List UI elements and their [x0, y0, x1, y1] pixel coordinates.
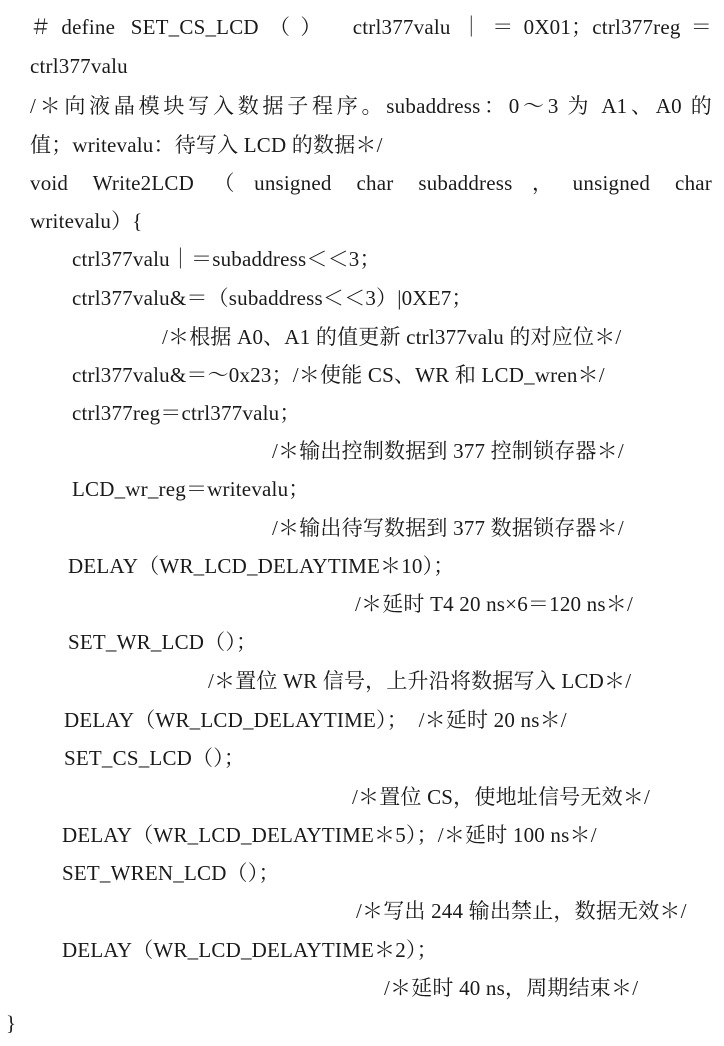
code-comment: /＊输出控制数据到 377 控制锁存器＊/	[272, 439, 624, 463]
code-line: ctrl377reg＝ctrl377valu；	[72, 401, 301, 425]
code-line: SET_WREN_LCD（）；	[62, 861, 280, 885]
code-line-define: ＃define SET_CS_LCD（） ctrl377valu｜＝0X01；ctrl377reg＝	[30, 15, 712, 39]
code-line: DELAY（WR_LCD_DELAYTIME）； /＊延时 20 ns＊/	[64, 708, 567, 732]
code-line-define-cont: ctrl377valu	[30, 54, 128, 78]
code-comment: /＊延时 T4 20 ns×6＝120 ns＊/	[355, 592, 633, 616]
code-comment: /＊置位 WR 信号，上升沿将数据写入 LCD＊/	[208, 669, 632, 693]
code-line: SET_CS_LCD（）；	[64, 746, 246, 770]
code-line: ctrl377valu&＝（subaddress＜＜3）|0XE7；	[72, 286, 473, 310]
code-line: ctrl377valu｜＝subaddress＜＜3；	[72, 247, 381, 271]
code-line-comment-header: /＊向液晶模块写入数据子程序。subaddress：0～3 为 A1、A0 的	[30, 94, 712, 118]
code-comment: /＊延时 40 ns，周期结束＊/	[384, 976, 639, 1000]
code-comment: /＊写出 244 输出禁止，数据无效＊/	[356, 899, 687, 923]
code-line: ctrl377valu&＝～0x23；/＊使能 CS、WR 和 LCD_wren＊/	[72, 363, 605, 387]
code-line: DELAY（WR_LCD_DELAYTIME＊10）；	[68, 554, 455, 578]
code-comment: /＊输出待写数据到 377 数据锁存器＊/	[272, 516, 624, 540]
code-comment: /＊根据 A0、A1 的值更新 ctrl377valu 的对应位＊/	[162, 325, 622, 349]
code-line-function-signature: void Write2LCD（unsigned char subaddress，unsigned char	[30, 171, 712, 195]
code-line: SET_WR_LCD（）；	[68, 630, 258, 654]
code-comment: /＊置位 CS，使地址信号无效＊/	[352, 785, 651, 809]
closing-brace: }	[6, 1011, 17, 1035]
code-line: DELAY（WR_LCD_DELAYTIME＊2）；	[62, 938, 438, 962]
code-line-comment-header-cont: 值；writevalu：待写入 LCD 的数据＊/	[30, 133, 383, 157]
code-line-function-signature-cont: writevalu）{	[30, 209, 143, 233]
code-line: DELAY（WR_LCD_DELAYTIME＊5）；/＊延时 100 ns＊/	[62, 823, 597, 847]
code-line: LCD_wr_reg＝writevalu；	[72, 477, 310, 501]
